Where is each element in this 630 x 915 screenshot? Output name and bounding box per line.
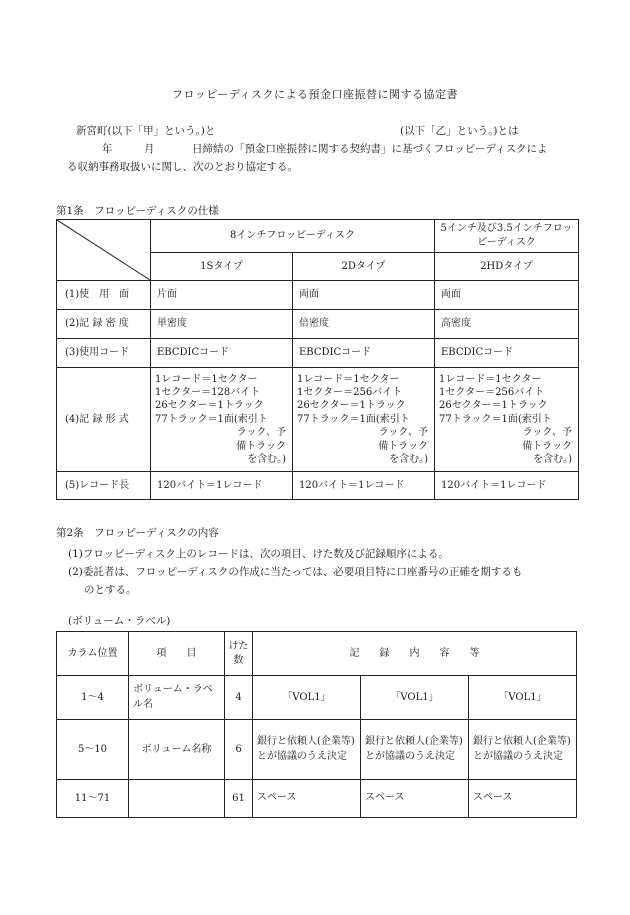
header-digits: けた数 bbox=[225, 632, 253, 676]
diagonal-line bbox=[57, 220, 150, 280]
party-b-text: (以下「乙」という。)とは bbox=[400, 125, 519, 137]
format-line: 1セクター＝256バイト bbox=[439, 386, 545, 398]
cell-content-3: 「VOL1」 bbox=[469, 676, 577, 720]
type-2d-header: 2Dタイプ bbox=[293, 253, 435, 281]
cell-density-2d: 倍密度 bbox=[293, 310, 435, 339]
cell-content-3: 銀行と依頼人(企業等)とが協議のうえ決定 bbox=[469, 720, 577, 780]
article-2-heading: 第2条 フロッピーディスクの内容 bbox=[56, 527, 219, 539]
cell-digits: 6 bbox=[225, 720, 253, 780]
format-line: を含む。) bbox=[533, 454, 572, 466]
format-line: 26セクター＝1トラック bbox=[439, 400, 548, 412]
header-content: 記 録 内 容 等 bbox=[253, 632, 577, 676]
volume-label-caption: (ボリューム・ラベル) bbox=[68, 615, 171, 627]
format-line: 77トラック＝1面(索引ト bbox=[439, 413, 552, 425]
cell-content-1: 銀行と依頼人(企業等)とが協議のうえ決定 bbox=[253, 720, 361, 780]
cell-density-1s: 単密度 bbox=[151, 310, 293, 339]
format-line: ラック、予 bbox=[522, 427, 572, 439]
article-1-heading: 第1条 フロッピーディスクの仕様 bbox=[56, 205, 219, 217]
format-line: 77トラック＝1面(索引ト bbox=[155, 413, 268, 425]
format-line: 1レコード＝1セクター bbox=[439, 373, 542, 385]
format-line: 備トラック bbox=[378, 440, 428, 452]
article-2-items bbox=[68, 545, 588, 599]
cell-content-2: スペース bbox=[361, 780, 469, 818]
cell-format-1s bbox=[151, 368, 293, 472]
format-line: 77トラック＝1面(索引ト bbox=[297, 413, 410, 425]
header-column-position: カラム位置 bbox=[57, 632, 129, 676]
cell-code-2hd: EBCDICコード bbox=[435, 339, 579, 368]
row-label-density: (2)記 録 密 度 bbox=[57, 310, 151, 339]
cell-pos: 11～71 bbox=[57, 780, 129, 818]
cell-code-1s: EBCDICコード bbox=[151, 339, 293, 368]
article-2-item-2: (2)委託者は、フロッピーディスクの作成に当たっては、必要項目特に口座番号の正確を期するも bbox=[68, 566, 523, 578]
format-line: 1レコード＝1セクター bbox=[155, 373, 258, 385]
cell-digits: 4 bbox=[225, 676, 253, 720]
type-2hd-header: 2HDタイプ bbox=[435, 253, 579, 281]
volume-label-table bbox=[56, 631, 577, 818]
format-line: 26セクター＝1トラック bbox=[155, 400, 264, 412]
month-label: 月 bbox=[144, 143, 155, 155]
article-2-item-2-cont: のとする。 bbox=[84, 584, 137, 596]
type-1s-header: 1Sタイプ bbox=[151, 253, 293, 281]
cell-record-1s: 120バイト＝1レコード bbox=[151, 472, 293, 500]
cell-content-1: スペース bbox=[253, 780, 361, 818]
cell-content-2: 「VOL1」 bbox=[361, 676, 469, 720]
format-line: 1レコード＝1セクター bbox=[297, 373, 400, 385]
header-item: 項 目 bbox=[129, 632, 225, 676]
format-line: 26セクター＝1トラック bbox=[297, 400, 406, 412]
row-label-format: (4)記 録 形 式 bbox=[57, 368, 151, 472]
cell-record-2d: 120バイト＝1レコード bbox=[293, 472, 435, 500]
cell-content-3: スペース bbox=[469, 780, 577, 818]
format-line: 1セクター＝128バイト bbox=[155, 386, 261, 398]
row-label-code: (3)使用コード bbox=[57, 339, 151, 368]
intro-paragraph bbox=[56, 122, 586, 176]
cell-content-2: 銀行と依頼人(企業等)とが協議のうえ決定 bbox=[361, 720, 469, 780]
cell-item bbox=[129, 780, 225, 818]
cell-surface-1s: 片面 bbox=[151, 281, 293, 310]
row-label-surface: (1)使 用 面 bbox=[57, 281, 151, 310]
cell-code-2d: EBCDICコード bbox=[293, 339, 435, 368]
cell-pos: 5～10 bbox=[57, 720, 129, 780]
cell-surface-2d: 両面 bbox=[293, 281, 435, 310]
party-a-text: 新宮町(以下「甲」という。)と bbox=[76, 125, 216, 137]
intro-line-3: る収納事務取扱いに関し、次のとおり協定する。 bbox=[67, 161, 298, 173]
row-label-record-length: (5)レコード長 bbox=[57, 472, 151, 500]
article-2-item-1: (1)フロッピーディスク上のレコードは、次の項目、けた数及び記録順序による。 bbox=[68, 548, 449, 560]
cell-content-1: 「VOL1」 bbox=[253, 676, 361, 720]
intro-line-1 bbox=[56, 122, 586, 140]
cell-surface-2hd: 両面 bbox=[435, 281, 579, 310]
intro-line-2 bbox=[56, 140, 586, 158]
spec-table bbox=[56, 219, 579, 500]
cell-item: ボリューム・ラベル名 bbox=[129, 676, 225, 720]
format-line: 1セクター＝256バイト bbox=[297, 386, 403, 398]
format-line: を含む。) bbox=[247, 454, 286, 466]
diagonal-header-cell bbox=[57, 220, 151, 281]
group-8inch-header: 8インチフロッピーディスク bbox=[151, 220, 435, 253]
format-line: ラック、予 bbox=[236, 427, 286, 439]
cell-density-2hd: 高密度 bbox=[435, 310, 579, 339]
cell-digits: 61 bbox=[225, 780, 253, 818]
format-line: 備トラック bbox=[522, 440, 572, 452]
format-line: 備トラック bbox=[236, 440, 286, 452]
year-label: 年 bbox=[102, 143, 113, 155]
group-5inch-header: 5インチ及び3.5インチフロッピーディスク bbox=[435, 220, 579, 253]
format-line: を含む。) bbox=[389, 454, 428, 466]
cell-pos: 1～4 bbox=[57, 676, 129, 720]
cell-record-2hd: 120バイト＝1レコード bbox=[435, 472, 579, 500]
cell-item: ボリューム名称 bbox=[129, 720, 225, 780]
cell-format-2d bbox=[293, 368, 435, 472]
format-line: ラック、予 bbox=[378, 427, 428, 439]
intro-line-2-rest: 日締結の「預金口座振替に関する契約書」に基づくフロッピーディスクによ bbox=[192, 143, 548, 155]
document-title: フロッピーディスクによる預金口座振替に関する協定書 bbox=[172, 88, 458, 101]
cell-format-2hd bbox=[435, 368, 579, 472]
